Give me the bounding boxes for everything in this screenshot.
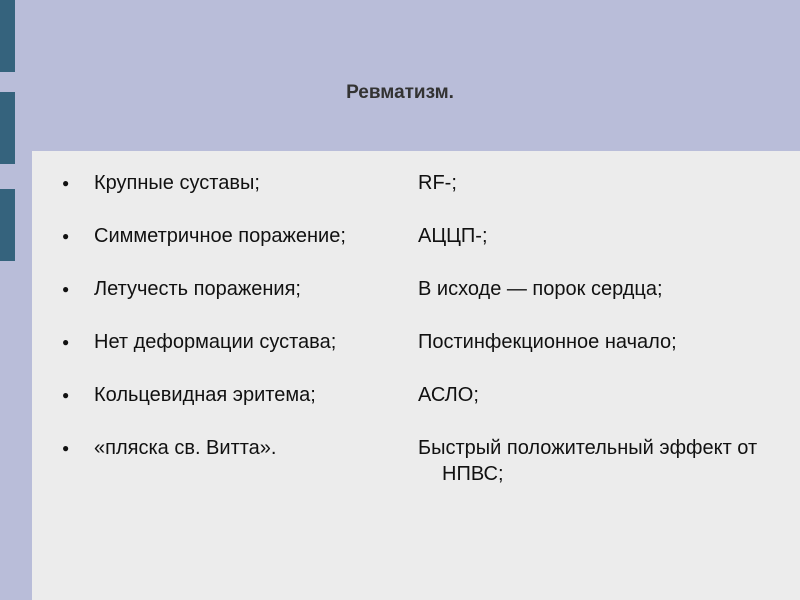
right-list-item: В исходе — порок сердца; (418, 278, 663, 300)
list-item-text: «пляска св. Витта». (94, 437, 277, 459)
list-item (62, 223, 392, 249)
slide-title: Ревматизм. (346, 82, 454, 103)
accent-bar-top (0, 0, 15, 72)
list-item (62, 382, 392, 408)
bullet-icon: ● (62, 388, 70, 402)
right-list-item: АСЛО; (418, 384, 479, 406)
left-bullet-list (62, 170, 392, 488)
accent-bar-bottom (0, 189, 15, 261)
list-item (62, 276, 392, 302)
list-item-text: Симметричное поражение; (94, 225, 346, 247)
bullet-icon: ● (62, 282, 70, 296)
right-list-item: Постинфекционное начало; (418, 331, 677, 353)
right-list-item: Быстрый положительный эффект от НПВС; (418, 437, 758, 485)
right-list-item: RF-; (418, 172, 457, 194)
bullet-icon: ● (62, 229, 70, 243)
right-text-list (418, 170, 788, 514)
list-item-text: Крупные суставы; (94, 172, 260, 194)
list-item (62, 435, 392, 461)
list-item-text: Кольцевидная эритема; (94, 384, 316, 406)
bullet-icon: ● (62, 335, 70, 349)
bullet-icon: ● (62, 441, 70, 455)
bullet-icon: ● (62, 176, 70, 190)
list-item (62, 329, 392, 355)
list-item-text: Летучесть поражения; (94, 278, 301, 300)
list-item (62, 170, 392, 196)
list-item-text: Нет деформации сустава; (94, 331, 337, 353)
right-list-item: АЦЦП-; (418, 225, 488, 247)
